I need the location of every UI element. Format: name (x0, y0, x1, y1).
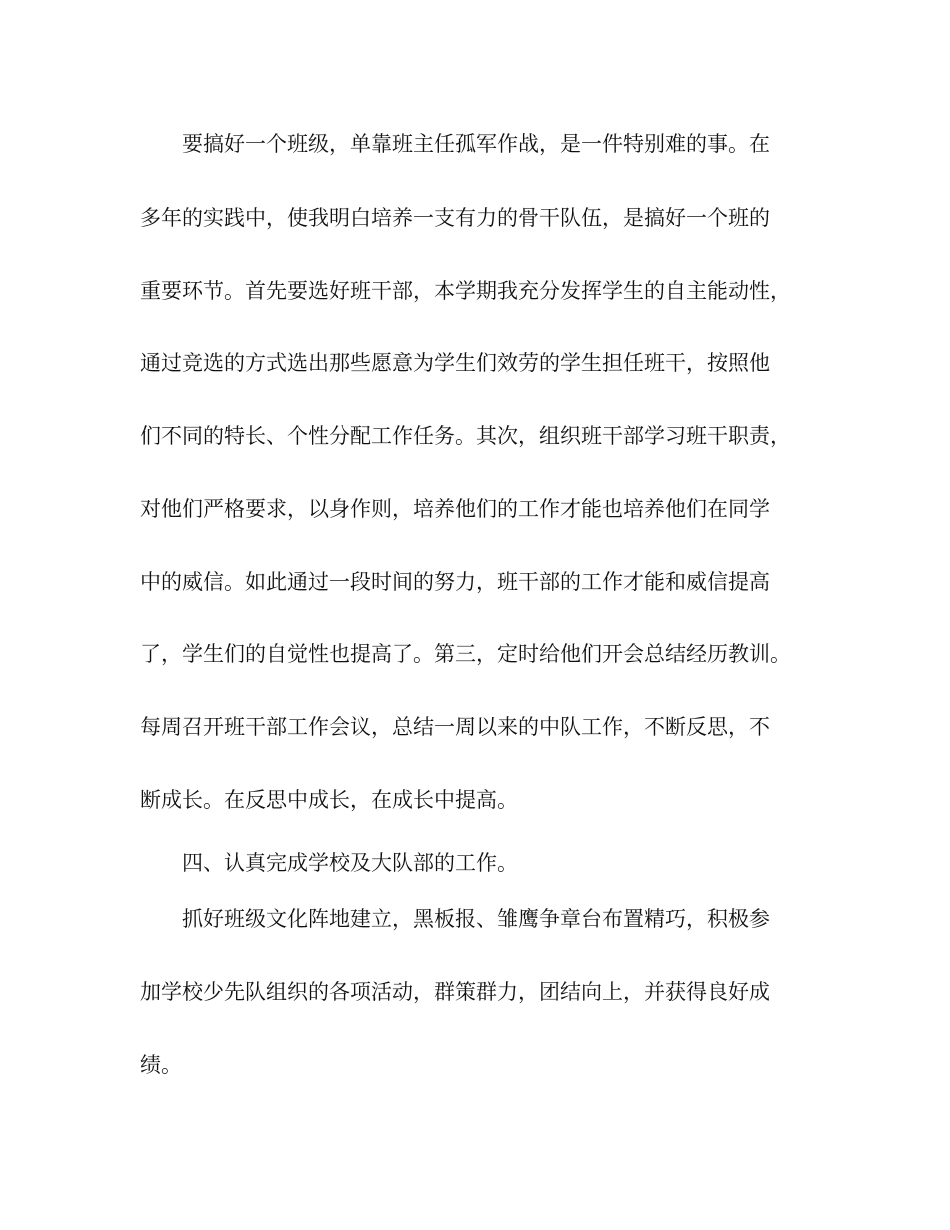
paragraph-line: 要搞好一个班级，单靠班主任孤军作战，是一件特别难的事。在 (182, 132, 770, 156)
paragraph-line: 加学校少先队组织的各项活动，群策群力，团结向上，并获得良好成 (140, 980, 770, 1004)
paragraph-line: 抓好班级文化阵地建立，黑板报、雏鹰争章台布置精巧，积极参 (182, 907, 770, 931)
paragraph-line: 中的威信。如此通过一段时间的努力，班干部的工作才能和威信提高 (140, 570, 770, 594)
paragraph-line: 对他们严格要求，以身作则，培养他们的工作才能也培养他们在同学 (140, 497, 770, 521)
paragraph-line: 们不同的特长、个性分配工作任务。其次，组织班干部学习班干职责， (140, 424, 791, 448)
paragraph-line: 重要环节。首先要选好班干部，本学期我充分发挥学生的自主能动性， (140, 279, 791, 303)
paragraph-line: 了，学生们的自觉性也提高了。第三，定时给他们开会总结经历教训。 (140, 642, 791, 666)
paragraph-line: 断成长。在反思中成长，在成长中提高。 (140, 788, 518, 812)
section-heading: 四、认真完成学校及大队部的工作。 (182, 851, 518, 875)
paragraph-line: 多年的实践中，使我明白培养一支有力的骨干队伍，是搞好一个班的 (140, 206, 770, 230)
paragraph-line: 每周召开班干部工作会议，总结一周以来的中队工作，不断反思，不 (140, 715, 770, 739)
paragraph-line: 绩。 (140, 1053, 182, 1077)
paragraph-line: 通过竞选的方式选出那些愿意为学生们效劳的学生担任班干，按照他 (140, 351, 770, 375)
